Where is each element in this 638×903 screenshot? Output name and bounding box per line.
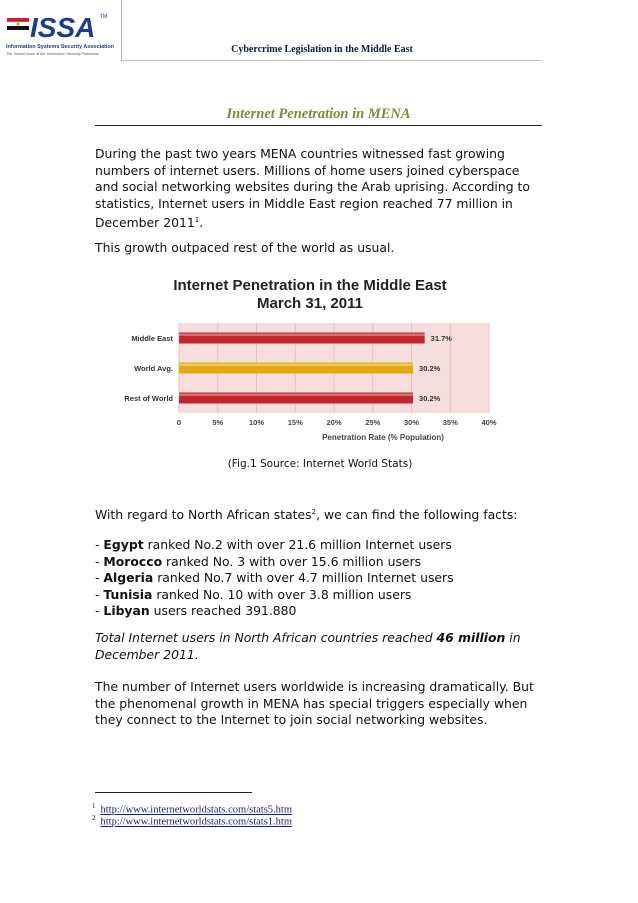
- intro-paragraph: [95, 146, 545, 232]
- north-africa-text: With regard to North African states: [95, 507, 312, 523]
- value-label: 30.2%: [419, 364, 441, 373]
- x-axis-label: Penetration Rate (% Population): [322, 433, 444, 442]
- total-value: 46 million: [436, 630, 506, 645]
- bar-highlight: [179, 394, 413, 397]
- x-tick-label: 35%: [442, 418, 458, 427]
- fact-item: [95, 570, 545, 587]
- fact-country: Libyan: [103, 603, 150, 619]
- fact-item: [95, 587, 545, 604]
- fact-item: [95, 603, 545, 620]
- fact-bullet: -: [95, 603, 104, 619]
- facts-list: [95, 537, 545, 620]
- footnote-number: 2: [92, 814, 96, 822]
- bar-highlight: [179, 334, 425, 337]
- fact-bullet: -: [95, 570, 104, 586]
- category-label: World Avg.: [134, 364, 173, 373]
- footnote-ref-1[interactable]: 1: [194, 216, 200, 225]
- growth-paragraph: This growth outpaced rest of the world as usual.: [95, 240, 395, 255]
- section-heading: Internet Penetration in MENA: [226, 106, 411, 122]
- footnote-rule: [95, 792, 252, 793]
- fact-text: ranked No.2 with over 21.6 million Internet users: [143, 537, 452, 552]
- fact-country: Tunisia: [103, 586, 153, 602]
- growth-triggers-paragraph: The number of Internet users worldwide is increasing dramatically. But the phenomenal growth in MENA has special triggers especially when they connect to the Internet to join social networking websites.: [95, 679, 534, 728]
- chart-svg: [115, 268, 505, 448]
- footnote-link[interactable]: http://www.internetworldstats.com/stats1.htm: [100, 816, 293, 828]
- fact-bullet: -: [95, 537, 104, 552]
- fact-country: Algeria: [103, 570, 154, 586]
- svg-text:ISSA: ISSA: [30, 12, 96, 43]
- svg-text:TM: TM: [100, 14, 108, 20]
- fact-country: Morocco: [103, 553, 163, 569]
- svg-text:The Global Voice of the Inform: The Global Voice of the Information Security Profession: [6, 52, 100, 56]
- intro-text: During the past two years MENA countries witnessed fast growing numbers of internet users. Millions of home users joined cyberspace and social networking websites during the Arab uprising. According to statistics, Internet users in Middle East region reached 77 million in December 2011: [95, 146, 530, 231]
- footnote-number: 1: [92, 802, 96, 810]
- x-tick-label: 5%: [212, 418, 224, 427]
- category-label: Middle East: [131, 334, 173, 343]
- total-text: Total Internet users in North African countries reached: [95, 630, 437, 645]
- category-label: Rest of World: [124, 394, 173, 403]
- fact-item: [95, 554, 545, 571]
- bar-highlight: [179, 364, 413, 367]
- x-tick-label: 0: [176, 418, 182, 427]
- x-tick-label: 15%: [287, 418, 303, 427]
- intro-period: .: [199, 215, 204, 231]
- total-users-paragraph: [95, 630, 545, 663]
- x-axis-ticks: [177, 418, 497, 427]
- fact-item: [95, 537, 545, 554]
- value-label: 30.2%: [419, 394, 441, 403]
- chart-subtitle: March 31, 2011: [257, 295, 363, 312]
- x-tick-label: 25%: [365, 418, 381, 427]
- x-tick-label: 10%: [248, 418, 265, 427]
- fact-bullet: -: [95, 586, 104, 602]
- bars: [124, 333, 452, 404]
- north-africa-text-end: , we can find the following facts:: [316, 507, 518, 523]
- x-tick-label: 40%: [481, 418, 497, 427]
- fact-country: Egypt: [103, 537, 144, 552]
- fact-text: ranked No.7 with over 4.7 million Internet users: [153, 570, 454, 586]
- figure-caption: (Fig.1 Source: Internet World Stats): [227, 458, 413, 470]
- footnote-link[interactable]: http://www.internetworldstats.com/stats5.htm: [100, 804, 293, 816]
- chart-title: Internet Penetration in the Middle East: [173, 277, 447, 294]
- header-rule: [122, 60, 542, 61]
- fact-text: ranked No. 3 with over 15.6 million users: [162, 553, 422, 569]
- penetration-chart: [115, 268, 505, 448]
- issa-logo: [4, 8, 122, 60]
- running-header-title: Cybercrime Legislation in the Middle East: [231, 44, 413, 55]
- north-africa-intro: [95, 504, 545, 524]
- value-label: 31.7%: [430, 334, 452, 343]
- svg-text:Information Systems Security A: Information Systems Security Association: [6, 44, 114, 50]
- footnote-2: [92, 812, 392, 829]
- fact-text: ranked No. 10 with over 3.8 million users: [152, 586, 412, 602]
- footnote-ref-2[interactable]: 2: [311, 508, 317, 516]
- fact-text: users reached 391.880: [149, 603, 297, 619]
- x-tick-label: 20%: [326, 418, 342, 427]
- heading-rule: [95, 125, 542, 126]
- total-text-end: in December 2011.: [95, 630, 521, 662]
- fact-bullet: -: [95, 553, 104, 569]
- x-tick-label: 30%: [403, 418, 420, 427]
